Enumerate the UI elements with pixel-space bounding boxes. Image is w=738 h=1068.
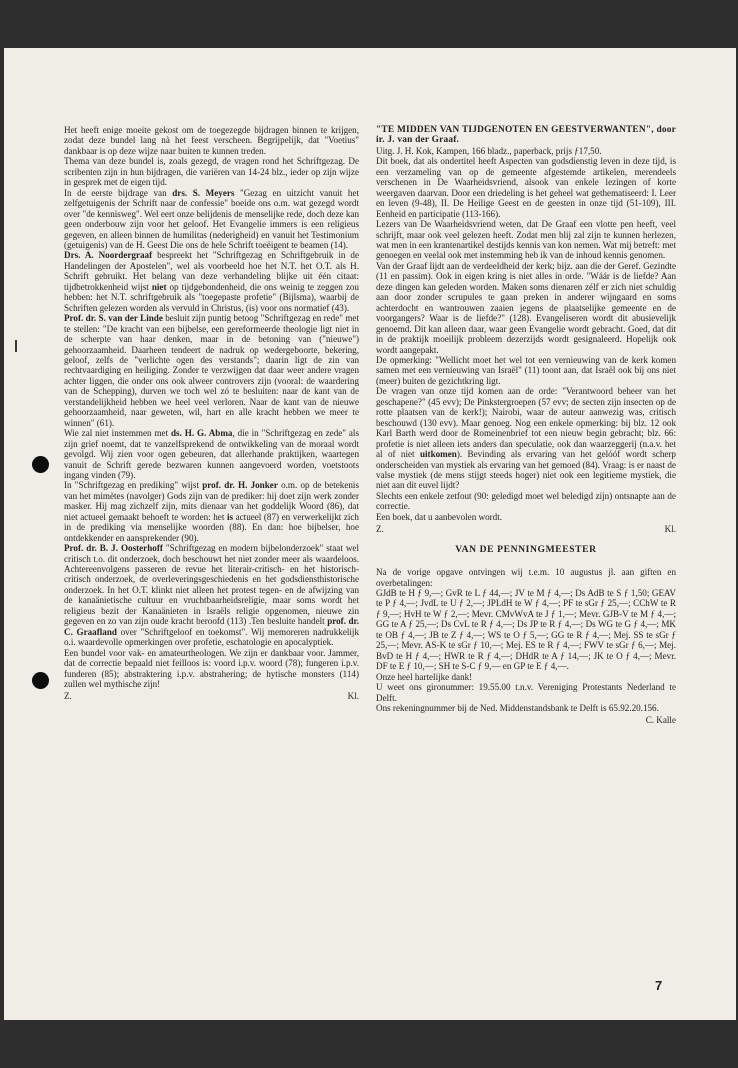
- paragraph: In "Schriftgezag en prediking" wijst prof. dr. H. Jonker o.m. op de betekenis van het mimètes (navolger) Gods zijn van de prediker: hij doet zijn werk zonder masker. Hij mag zichzelf zijn, mits dienaar van het goddelijk Woord (86), dat niet actueel gemaakt behoeft te worden: het is actueel (87) en verwerkelijkt zich in de prediking via menselijke woorden (88). En dan: hoe bijbelser, hoe ontdekkender en aansprekender (90).: [64, 480, 359, 543]
- paragraph: Drs. A. Noordergraaf bespreekt het "Schriftgezag en Schriftgebruik in de Handelingen der Apostelen", wel als voorbeeld hoe het N.T. het O.T. als H. Schrift gebruikt. Het belang van deze verhandeling blijke uit één citaat: tijdbetrokkenheid wijst niet op tijdgebondenheid, die ons weinig te zeggen zou hebben: het N.T. schriftgebruik als "toegepaste profetie" (Bijlsma), waarbij de Schriften gelezen worden als vervuld in Christus, (is) voor ons normatief (43).: [64, 250, 359, 313]
- paragraph: De vragen van onze tijd komen aan de orde: "Verantwoord beheer van het geschapene?" (45 evv); De Pinkstergroepen (57 evv; de secten zijn insecten op de rotte plaatsen van de kerk!); Nairobi, waar de auteur aanwezig was, critisch beschouwd (130 evv). Maar genoeg. Nog een enkele opmerking: bij blz. 12 ook Karl Barth werd door de Romeinenbrief tot een nieuw begin gebracht; blz. 66: profetie is niet alleen iets anders dan speculatie, ook dan waarzeggerij (n.a.v. het al of niet uitkomen). Bevinding als ervaring van het gelóóf wordt scherp onderscheiden van mystiek als ervaring van het gemoed (84). Vraag: is er naast de valse mystiek (de mens stijgt steeds hoger) niet ook een legitieme mystiek, die niet aan dit euvel lijdt?: [376, 386, 676, 491]
- left-column: [64, 125, 359, 702]
- paragraph: Ons rekeningnummer bij de Ned. Middenstandsbank te Delft is 65.92.20.156.: [376, 703, 659, 714]
- paragraph: Van der Graaf lijdt aan de verdeeldheid der kerk; bijz. aan die der Geref. Gezindte (11 en passim). Ook in eigen kring is niet alles in orde. "Wáár is de liefde? Aan deze dingen kan geleden worden. Maken soms dienaren zélf er zich niet schuldig aan door zonder scrupules te gaan preken in anderer wijngaard en soms achterdocht en wantrouwen zaaien jegens de plaatselijke gemeente en de voorgangers? Waar is de liefde?" (128). Evangeliseren wordt dit abusievelijk genoemd. Dit kan alleen daar, waar geen Evangelie wordt gebracht. Goed, dat dit in de praktijk moeilijk probleem dezerzijds wordt gesignaleerd. Hopelijk ook wordt aangepakt.: [376, 260, 676, 355]
- paragraph: Lezers van De Waarheidsvriend weten, dat De Graaf een vlotte pen heeft, veel schrijft, maar ook veel gelezen heeft. Zodat men blij zal zijn te kunnen herlezen, wat men in een krantenartikel destijds kennis van kon nemen. Wat mij betreft: met genoegen en veelal ook met instemming heb ik van de inhoud kennis genomen.: [376, 219, 676, 261]
- section-title: VAN DE PENNINGMEESTER: [455, 543, 597, 555]
- margin-mark: [15, 340, 17, 352]
- paragraph: Thema van deze bundel is, zoals gezegd, de vragen rond het Schriftgezag. De scribenten zijn in hun bijdragen, die variëren van 14-24 blz., ieder op zijn wijze in gesprek met de eigen tijd.: [64, 156, 359, 188]
- author-name: Drs. A. Noordergraaf: [64, 250, 153, 261]
- treasurer-signature: C. Kalle: [645, 715, 676, 726]
- author-name: Prof. dr. B. J. Oosterhoff: [64, 543, 163, 554]
- signature-line: [376, 524, 676, 534]
- paragraph: Een bundel voor vak- en amateurtheologen. We zijn er dankbaar voor. Jammer, dat de correctie bepaald niet feilloos is: voord i.p.v. woord (78); fungeren i.p.v. funderen (85); abstraktering i.p.v. abstrahering; de hytische monsters (114) zullen wel mythische zijn!: [64, 647, 359, 690]
- author-name: prof. dr. C. Graafland: [64, 616, 360, 637]
- review-title: "TE MIDDEN VAN TIJDGENOTEN EN GEESTVERWANTEN", door ir. J. van der Graaf.: [376, 125, 676, 146]
- paragraph: Een boek, dat u aanbevolen wordt.: [376, 511, 503, 522]
- donations-list: GJdB te H ƒ 9,—; GvR te L ƒ 44,—; JV te M ƒ 4,—; Ds AdB te S ƒ 1,50; GEAV te P ƒ 4,—; JvdL te U ƒ 2,—; JPLdH te W ƒ 4,—; PF te sGr ƒ 25,—; CChW te R ƒ 9,—; HvH te W ƒ 2,—; Mevr. CMvWvA te J ƒ 1,—; Mevr. GJB-V te M ƒ 4,—; GG te A ƒ 25,—; Ds CvL te R ƒ 4,—; Ds JP te R ƒ 4,—; Ds WG te G ƒ 4,—; MK te OB ƒ 4,—; JB te Z ƒ 4,—; WS te O ƒ 5,—; GG te R ƒ 4,—; Mej. SS te sGr ƒ 25,—; Mevr. AS-K te sGr ƒ 10,—; Mej. ES te R ƒ 4,—; FWV te sGr ƒ 6,—; Mej. BvD te H ƒ 4,—; HWR te R ƒ 4,—; DHdR te A ƒ 14,—; JK te O ƒ 4,—; Mevr. DF te E ƒ 10,—; SH te S-C ƒ 9,— en GP te E ƒ 4,—.: [376, 588, 676, 672]
- author-name: prof. dr. H. Jonker: [202, 480, 278, 491]
- paragraph: Prof. dr. S. van der Linde besluit zijn puntig betoog "Schriftgezag en rede" met te stellen: "De kracht van een bijbelse, een gereformeerde theologie ligt niet in de scherpte van haar denken, maar in de betoning van ("nieuwe") gehoorzaamheid. Daarheen tendeert de nadruk op wedergeboorte, bekering, geloof, zelfs de "verlichte ogen des verstands"; daarin ligt de zin van rechtvaardiging en heiliging. Zonder te verzwijgen dat daar weer andere vragen achter liggen, die onder ons ook alweer controvers zijn (vooral: de waardering van de Schepping), durven we toch wel zó te besluiten: naar de kant van de verstandelijkheid hebben we heel veel verloren. Naar de kant van de nieuwe gehoorzaamheid, naar geweten, wil, hart en alle kracht hebben we meer te winnen" (61).: [64, 313, 359, 428]
- paragraph: Wie zal niet instemmen met ds. H. G. Abma, die in "Schriftgezag en zede" als zijn grief noemt, dat te vanzelfsprekend de ontwikkeling van de moraal wordt gevolgd. Wij zien voor ogen gebeuren, dat allerhande praktijken, waartegen vanuit de Schrift gerede bezwaren kunnen aangevoerd worden, voetstoots ingang vinden (79).: [64, 428, 359, 480]
- signature-author: Kl.: [664, 524, 676, 535]
- author-name: Prof. dr. S. van der Linde: [64, 313, 163, 324]
- signature-initial: Z.: [64, 691, 72, 702]
- scanned-page: [4, 48, 736, 1020]
- paragraph: U weet ons gironummer: 19.55.00 t.n.v. Vereniging Protestants Nederland te Delft.: [376, 682, 676, 703]
- page-number: 7: [655, 978, 663, 993]
- paragraph: In de eerste bijdrage van drs. S. Meyers "Gezag en uitzicht vanuit het zelfgetuigenis der Schrift naar de confessie" boeide ons o.m. wat gezegd wordt over "de kennisweg". Wel eert onze belijdenis de menselijke rede, doch deze kan geen onderbouw zijn voor het geloof. Het Evangelie immers is een religieus gegeven, en alleen binnen de humilitas (nederigheid) en vanuit het Testimonium (getuigenis) van de H. Geest Die ons de hele Schrift toeëigent te beamen (14).: [64, 187, 360, 250]
- paragraph: Onze heel hartelijke dank!: [376, 671, 473, 682]
- paragraph: De opmerking: "Wellicht moet het wel tot een vernieuwing van de kerk komen samen met een vernieuwing van Israël" (11) toont aan, dat Israël ook bij ons niet (meer) buiten de gezichtkring ligt.: [376, 354, 676, 386]
- paragraph: Slechts een enkele zetfout (90: geledigd moet wel beledigd zijn) ontsnapte aan de correctie.: [376, 490, 676, 512]
- punch-hole-upper: [32, 456, 49, 473]
- punch-hole-lower: [32, 672, 49, 689]
- paragraph: Dit boek, dat als ondertitel heeft Aspecten van godsdienstig leven in deze tijd, is een verzameling van op de gemeente afgestemde artikelen, merendeels verschenen in De Waarheidsvriend, alsook van enkele lezingen of korte weergaven daarvan. Door een driedeling is het geheel wat gethematiseerd: I. Leer en leven (9-48), II. De Heilige Geest en de geesten in onze tijd (51-109), III. Eenheid en participatie (113-166).: [376, 156, 676, 219]
- signature-line: [376, 715, 676, 725]
- signature-initial: Z.: [376, 524, 384, 535]
- paragraph: Prof. dr. B. J. Oosterhoff "Schriftgezag en modern bijbelonderzoek" staat wel critisch t.o. dit onderzoek, doch beschouwt het niet zonder meer als waardeloos. Achtereenvolgens passeren de revue het literair-critisch- en het historisch-critisch onderzoek, de overleveringsgeschiedenis en het godsdiensthistorische onderzoek. In het O.T. klinkt niet alleen het protest tegen- en de afwijzing van de kanaänietische cultuur en vruchtbaarheidsreligie, maar soms wordt het religieus bezit der Kanaänieten in Israëls religie opgenomen, nieuwe zin gegeven en zo van zijn oude kracht beroofd (113) .Ten besluite handelt prof. dr. C. Graafland over "Schriftgeloof en toekomst". Wij memoreren nadrukkelijk o.i. waardevolle opmerkingen over profetie, eschatologie en apocalyptiek.: [64, 543, 360, 648]
- signature-line: [64, 691, 359, 701]
- author-name: ds. H. G. Abma: [171, 428, 233, 439]
- signature-author: Kl.: [347, 691, 359, 702]
- paragraph: Het heeft enige moeite gekost om de toegezegde bijdragen binnen te krijgen, zodat deze bundel lang nà het feest verscheen. Begrijpelijk, dat "Voetius" dankbaar is op deze wijze naar buiten te kunnen treden.: [64, 125, 359, 156]
- author-name: drs. S. Meyers: [172, 187, 235, 198]
- right-column: [376, 125, 676, 726]
- paragraph: Na de vorige opgave ontvingen wij t.e.m. 10 augustus jl. aan giften en overbetalingen:: [376, 567, 676, 588]
- publisher-line: Uitg. J. H. Kok, Kampen, 166 bladz., paperback, prijs ƒ17,50.: [376, 145, 602, 156]
